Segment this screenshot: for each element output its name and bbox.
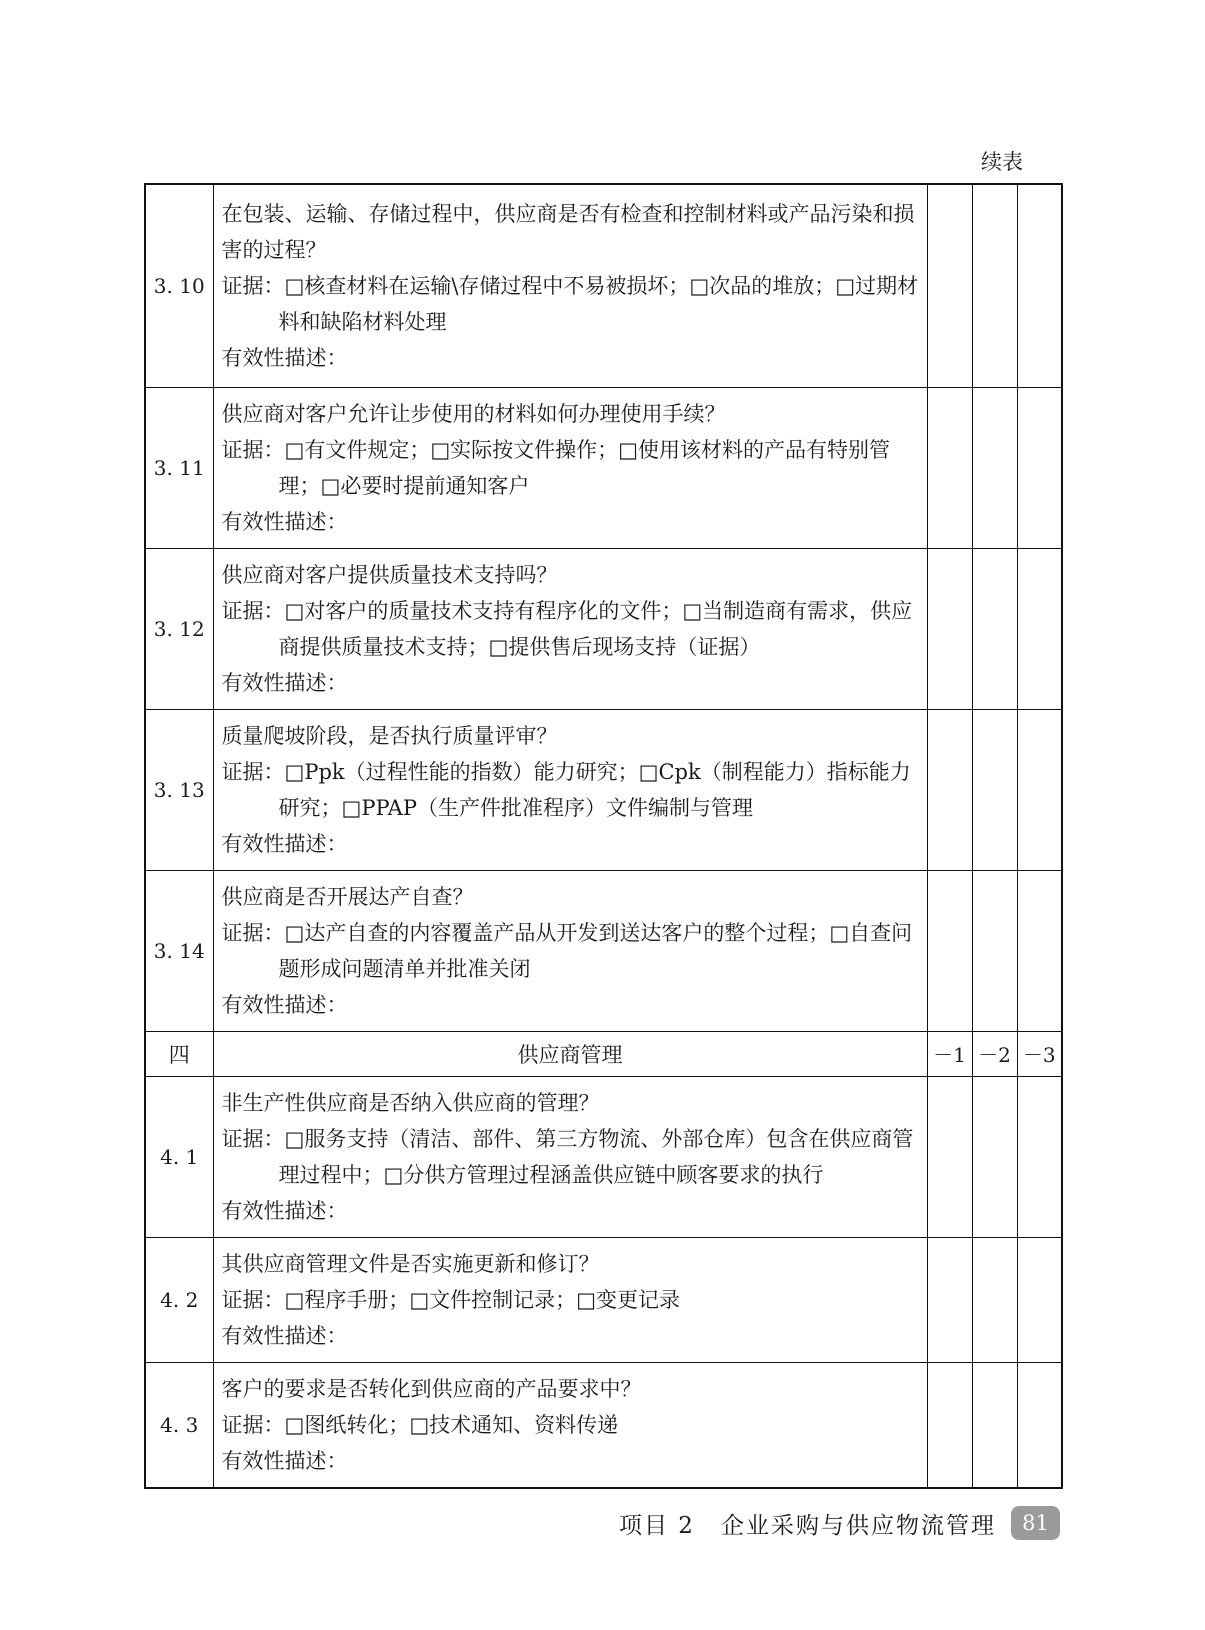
item-evidence: 证据：□服务支持（清洁、部件、第三方物流、外部仓库）包含在供应商管理过程中；□分供方管理过程涵盖供应链中顾客要求的执行 [221,1126,914,1187]
item-description [213,1237,927,1362]
item-number: 3. 14 [145,870,213,1031]
item-question: 供应商对客户允许让步使用的材料如何办理使用手续？ [221,401,726,426]
score-cell[interactable] [972,1076,1017,1237]
item-description [213,1362,927,1488]
item-description [213,709,927,870]
item-effectiveness: 有效性描述： [221,1448,348,1473]
score-cell[interactable] [927,1076,972,1237]
item-evidence: 证据：□核查材料在运输\存储过程中不易被损坏；□次品的堆放；□过期材料和缺陷材料处理 [221,273,919,334]
score-cell[interactable] [972,548,1017,709]
section-title: 供应商管理 [213,1031,927,1076]
score-cell[interactable] [927,1237,972,1362]
score-cell[interactable] [927,184,972,387]
item-number: 4. 2 [145,1237,213,1362]
score-header: －3 [1017,1031,1062,1076]
item-evidence: 证据：□有文件规定；□实际按文件操作；□使用该材料的产品有特别管理；□必要时提前通知客户 [221,437,891,498]
score-cell[interactable] [1017,548,1062,709]
chapter-title: 企业采购与供应物流管理 [720,1513,996,1539]
item-description [213,387,927,548]
item-evidence: 证据：□达产自查的内容覆盖产品从开发到送达客户的整个过程；□自查问题形成问题清单并批准关闭 [221,920,913,981]
table-row [145,1237,1062,1362]
item-number: 3. 11 [145,387,213,548]
item-description [213,1076,927,1237]
item-evidence: 证据：□Ppk（过程性能的指数）能力研究；□Cpk（制程能力）指标能力研究；□PPAP（生产件批准程序）文件编制与管理 [221,759,911,820]
item-number: 3. 13 [145,709,213,870]
table-row [145,709,1062,870]
item-evidence: 证据：□对客户的质量技术支持有程序化的文件；□当制造商有需求，供应商提供质量技术支持；□提供售后现场支持（证据） [221,598,913,659]
score-cell[interactable] [972,387,1017,548]
score-cell[interactable] [927,870,972,1031]
item-effectiveness: 有效性描述： [221,345,348,370]
item-effectiveness: 有效性描述： [221,1323,348,1348]
score-cell[interactable] [1017,1237,1062,1362]
item-evidence: 证据：□程序手册；□文件控制记录；□变更记录 [221,1287,681,1312]
item-question: 在包装、运输、存储过程中，供应商是否有检查和控制材料或产品污染和损害的过程？ [221,201,915,262]
score-header: －2 [972,1031,1017,1076]
item-question: 客户的要求是否转化到供应商的产品要求中？ [221,1376,642,1401]
item-effectiveness: 有效性描述： [221,831,348,856]
page-footer [619,1507,996,1540]
table-row [145,387,1062,548]
score-cell[interactable] [972,870,1017,1031]
item-description [213,548,927,709]
item-effectiveness: 有效性描述： [221,992,348,1017]
item-question: 供应商是否开展达产自查？ [221,884,474,909]
page-number: 81 [1011,1506,1060,1540]
table-row [145,184,1062,387]
item-number: 3. 12 [145,548,213,709]
item-description [213,184,927,387]
item-question: 供应商对客户提供质量技术支持吗？ [221,562,558,587]
item-effectiveness: 有效性描述： [221,670,348,695]
section-number: 四 [145,1031,213,1076]
score-cell[interactable] [972,709,1017,870]
item-number: 4. 3 [145,1362,213,1488]
item-question: 非生产性供应商是否纳入供应商的管理？ [221,1090,600,1115]
continued-table-label: 续表 [981,150,1023,174]
item-effectiveness: 有效性描述： [221,1198,348,1223]
score-cell[interactable] [927,387,972,548]
item-evidence: 证据：□图纸转化；□技术通知、资料传递 [221,1412,619,1437]
score-header: －1 [927,1031,972,1076]
item-description [213,870,927,1031]
score-cell[interactable] [1017,709,1062,870]
score-cell[interactable] [1017,1076,1062,1237]
score-cell[interactable] [1017,184,1062,387]
score-cell[interactable] [972,184,1017,387]
score-cell[interactable] [1017,1362,1062,1488]
item-number: 3. 10 [145,184,213,387]
item-question: 质量爬坡阶段，是否执行质量评审？ [221,723,558,748]
score-cell[interactable] [927,548,972,709]
score-cell[interactable] [927,709,972,870]
item-question: 其供应商管理文件是否实施更新和修订？ [221,1251,600,1276]
table-row [145,870,1062,1031]
section-header-row [145,1031,1062,1076]
score-cell[interactable] [1017,870,1062,1031]
audit-checklist-table [144,183,1063,1489]
score-cell[interactable] [972,1362,1017,1488]
score-cell[interactable] [1017,387,1062,548]
table-row [145,548,1062,709]
project-label: 项目 2 [619,1513,695,1539]
table-row [145,1362,1062,1488]
item-number: 4. 1 [145,1076,213,1237]
item-effectiveness: 有效性描述： [221,509,348,534]
score-cell[interactable] [972,1237,1017,1362]
score-cell[interactable] [927,1362,972,1488]
table-row [145,1076,1062,1237]
